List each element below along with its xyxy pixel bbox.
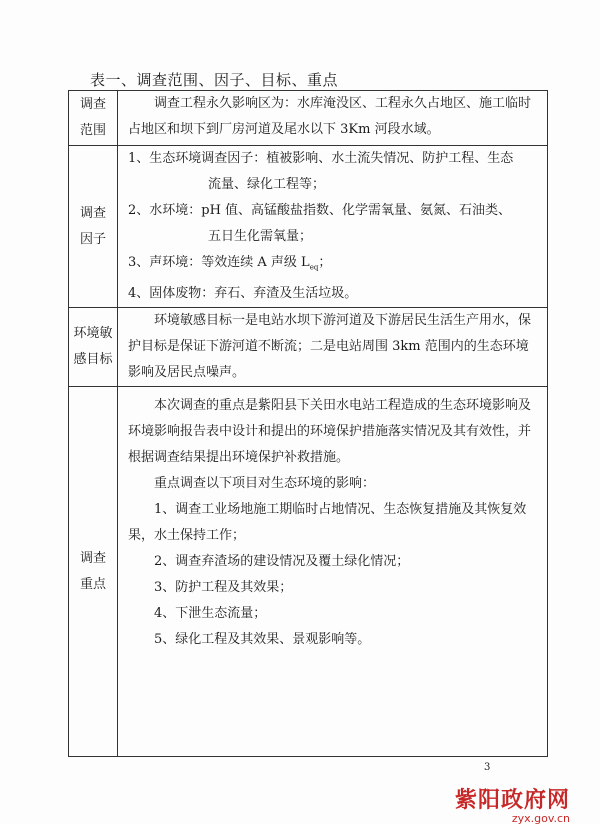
row-header-factors	[69, 146, 118, 308]
paragraph: 4、下泄生态流量；	[154, 606, 267, 621]
row-header-sensitive-targets	[69, 308, 118, 387]
row-header-line: 环境敏	[73, 326, 113, 341]
watermark-logo-text: 紫阳政府网	[455, 788, 571, 813]
row-header-line: 范围	[79, 123, 106, 138]
factor-line	[128, 250, 539, 281]
factor-text: 3、声环境：等效连续 A 声级 L	[128, 255, 310, 270]
row-content-sensitive-targets	[118, 308, 548, 387]
paragraph: 5、绿化工程及其效果、景观影响等。	[154, 632, 371, 647]
factor-line: 五日生化需氧量；	[208, 229, 313, 244]
paragraph: 2、调查弃渣场的建设情况及覆土绿化情况；	[154, 554, 410, 569]
paragraph: 本次调查的重点是紫阳县下关田水电站工程造成的生态环境影响及环境影响报告表中设计和提出的环境保护措施落实情况及其有效性，并根据调查结果提出环境保护补救措施。	[128, 398, 532, 465]
watermark-url: zyx.gov.cn	[511, 812, 571, 825]
paragraph: 环境敏感目标一是电站水坝下游河道及下游居民生活生产用水，保护目标是保证下游河道不断流；二是电站周围 3km 范围内的生态环境影响及居民点噪声。	[128, 313, 532, 380]
factor-line: 4、固体废物：弃石、弃渣及生活垃圾。	[128, 285, 358, 301]
paragraph: 3、防护工程及其效果；	[154, 580, 293, 595]
row-header-line: 调查	[79, 97, 106, 112]
row-header-line: 重点	[79, 576, 106, 592]
row-content-factors	[118, 146, 548, 308]
row-header-focus	[69, 387, 118, 757]
paragraph: 调查工程永久影响区为：水库淹没区、工程永久占地区、施工临时占地区和坝下到厂房河道及尾水以下 3Km 河段水域。	[128, 96, 532, 137]
factor-line: 1、生态环境调查因子：植被影响、水土流失情况、防护工程、生态	[128, 151, 514, 166]
paragraph: 1、调查工业场地施工期临时占地情况、生态恢复措施及其恢复效果，水土保持工作；	[128, 502, 527, 543]
paragraph: 重点调查以下项目对生态环境的影响：	[154, 476, 376, 491]
subscript: eq	[309, 263, 319, 272]
row-header-line: 调查	[79, 550, 106, 566]
table-row-sensitive-targets	[69, 308, 548, 387]
factor-line: 2、水环境：pH 值、高锰酸盐指数、化学需氧量、氨氮、石油类、	[128, 203, 512, 218]
table-row-factors	[69, 146, 548, 308]
row-header-line: 感目标	[73, 352, 113, 367]
row-header-line: 调查	[79, 205, 106, 221]
table-row-focus	[69, 387, 548, 757]
site-watermark	[455, 783, 570, 825]
table-title: 表一、调查范围、因子、目标、重点	[90, 71, 339, 89]
survey-table	[68, 90, 548, 757]
factor-line: 流量、绿化工程等；	[208, 177, 326, 192]
row-content-scope	[118, 91, 548, 146]
row-header-scope	[69, 91, 118, 146]
row-content-focus	[118, 387, 548, 757]
row-header-line: 因子	[79, 231, 106, 247]
table-row-scope	[69, 91, 548, 146]
factor-text: ；	[318, 255, 332, 270]
page-number: 3	[484, 762, 491, 773]
